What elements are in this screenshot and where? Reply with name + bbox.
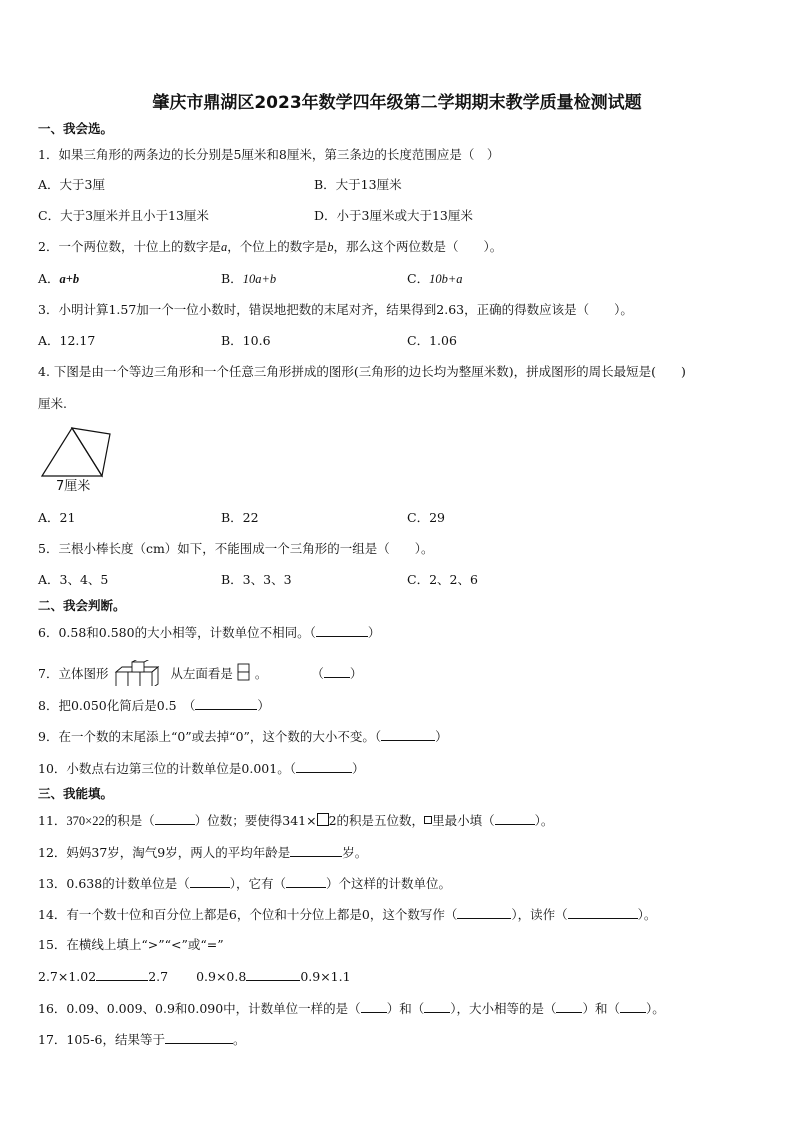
q2-option-c[interactable]: C．10b+a (407, 271, 463, 286)
q13-answer-blank-1[interactable] (190, 875, 230, 888)
q2-option-a[interactable]: A．a+b (38, 271, 80, 286)
q11-answer-blank-1[interactable] (155, 812, 195, 825)
page-title: 肇庆市鼎湖区2023年数学四年级第二学期期末教学质量检测试题 (152, 93, 642, 113)
q16-answer-blank-1[interactable] (361, 1000, 387, 1013)
q3-option-c[interactable]: C．1.06 (407, 333, 457, 348)
q7-left-view-figure (237, 663, 251, 683)
question-5: 5．三根小棒长度（cm）如下，不能围成一个三角形的一组是（ ）。 (38, 541, 434, 556)
equilateral-triangle (42, 428, 102, 476)
q13-answer-blank-2[interactable] (286, 875, 326, 888)
question-14: 14．有一个数十位和百分位上都是6，个位和十分位上都是0，这个数写作（ ），读作（ ）。 (38, 907, 657, 922)
section-heading-1: 一、我会选。 (38, 121, 114, 136)
q4-option-c[interactable]: C．29 (407, 510, 445, 525)
q3-option-a[interactable]: A．12.17 (38, 333, 96, 348)
q2-text-post: ，那么这个两位数是（ ）。 (333, 239, 503, 254)
question-15-expressions: 2.7×1.02 2.7 0.9×0.8 0.9×1.1 (38, 969, 351, 984)
q16-answer-blank-2[interactable] (424, 1000, 450, 1013)
question-15: 15．在横线上填上“>”“<”或“=” (38, 937, 224, 952)
question-16: 16．0.09、0.009、0.9和0.090中，计数单位一样的是（ ）和（ ），大小相等的是（ ）和（ ）。 (38, 1001, 665, 1016)
q15-answer-blank-1[interactable] (96, 968, 148, 981)
q7-answer-blank[interactable] (324, 665, 350, 678)
question-3: 3．小明计算1.57加一个一位小数时，错误地把数的末尾对齐，结果得到2.63，正确的得数应该是（ ）。 (38, 302, 633, 317)
q3-option-b[interactable]: B．10.6 (221, 333, 271, 348)
question-2 (38, 239, 502, 255)
q4-figure-label: 7厘米 (56, 479, 91, 494)
q11-small-square (424, 816, 432, 824)
q1-option-c[interactable]: C．大于3厘米并且小于13厘米 (38, 208, 209, 223)
q1-option-a[interactable]: A．大于3厘 (38, 177, 105, 192)
question-11: 11．370×22的积是（ ）位数；要使得341× 2的积是五位数， 里最小填（ ）。 (38, 813, 554, 828)
section-heading-3: 三、我能填。 (38, 786, 114, 801)
q5-option-c[interactable]: C．2、2、6 (407, 572, 478, 587)
arbitrary-triangle (72, 428, 110, 476)
q5-option-b[interactable]: B．3、3、3 (221, 572, 292, 587)
section-heading-2: 二、我会判断。 (38, 598, 126, 613)
q11-answer-blank-2[interactable] (495, 812, 535, 825)
q6-answer-blank[interactable] (316, 624, 368, 637)
q15-answer-blank-2[interactable] (246, 968, 300, 981)
question-17: 17．105-6，结果等于 。 (38, 1032, 246, 1047)
q8-answer-blank[interactable] (195, 697, 257, 710)
q4-option-a[interactable]: A．21 (38, 510, 76, 525)
question-13: 13．0.638的计数单位是（ ），它有（ ）个这样的计数单位。 (38, 876, 451, 891)
q7-cube-figure (112, 660, 166, 686)
question-4-line1: 4. 下图是由一个等边三角形和一个任意三角形拼成的图形(三角形的边长均为整厘米数)，拼成图形的周长最短是( ) (38, 364, 686, 379)
q2-var-a: a (220, 240, 228, 254)
question-10: 10．小数点右边第三位的计数单位是0.001。（ ） (38, 761, 365, 776)
q4-option-b[interactable]: B．22 (221, 510, 259, 525)
q16-answer-blank-3[interactable] (556, 1000, 582, 1013)
q5-option-a[interactable]: A．3、4、5 (38, 572, 109, 587)
question-6: 6．0.58和0.580的大小相等，计数单位不相同。（ ） (38, 625, 381, 640)
q9-answer-blank[interactable] (381, 728, 435, 741)
q12-answer-blank[interactable] (290, 844, 342, 857)
q16-answer-blank-4[interactable] (620, 1000, 646, 1013)
q2-text-pre: 2．一个两位数，十位上的数字是 (38, 239, 221, 254)
question-1: 1．如果三角形的两条边的长分别是5厘米和8厘米，第三条边的长度范围应是（ ） (38, 147, 500, 162)
q17-answer-blank[interactable] (165, 1031, 233, 1044)
q2-text-mid: ，个位上的数字是 (227, 239, 328, 254)
q4-triangle-figure (38, 424, 118, 496)
q2-var-b: b (327, 240, 334, 254)
question-4-line2: 厘米. (38, 396, 67, 411)
q2-option-b[interactable]: B．10a+b (221, 271, 277, 286)
q14-answer-blank-2[interactable] (568, 906, 638, 919)
q14-answer-blank-1[interactable] (457, 906, 511, 919)
q1-option-d[interactable]: D．小于3厘米或大于13厘米 (314, 208, 473, 223)
question-8: 8．把0.050化简后是0.5 （ ） (38, 698, 270, 713)
q10-answer-blank[interactable] (296, 760, 352, 773)
question-7: 7．立体图形 从左面看是 。 （ ） (38, 660, 362, 686)
question-12: 12．妈妈37岁，淘气9岁，两人的平均年龄是 岁。 (38, 845, 368, 860)
q11-square-box (317, 813, 329, 826)
question-9: 9．在一个数的末尾添上“0”或去掉“0”，这个数的大小不变。（ ） (38, 729, 448, 744)
q1-option-b[interactable]: B．大于13厘米 (314, 177, 402, 192)
